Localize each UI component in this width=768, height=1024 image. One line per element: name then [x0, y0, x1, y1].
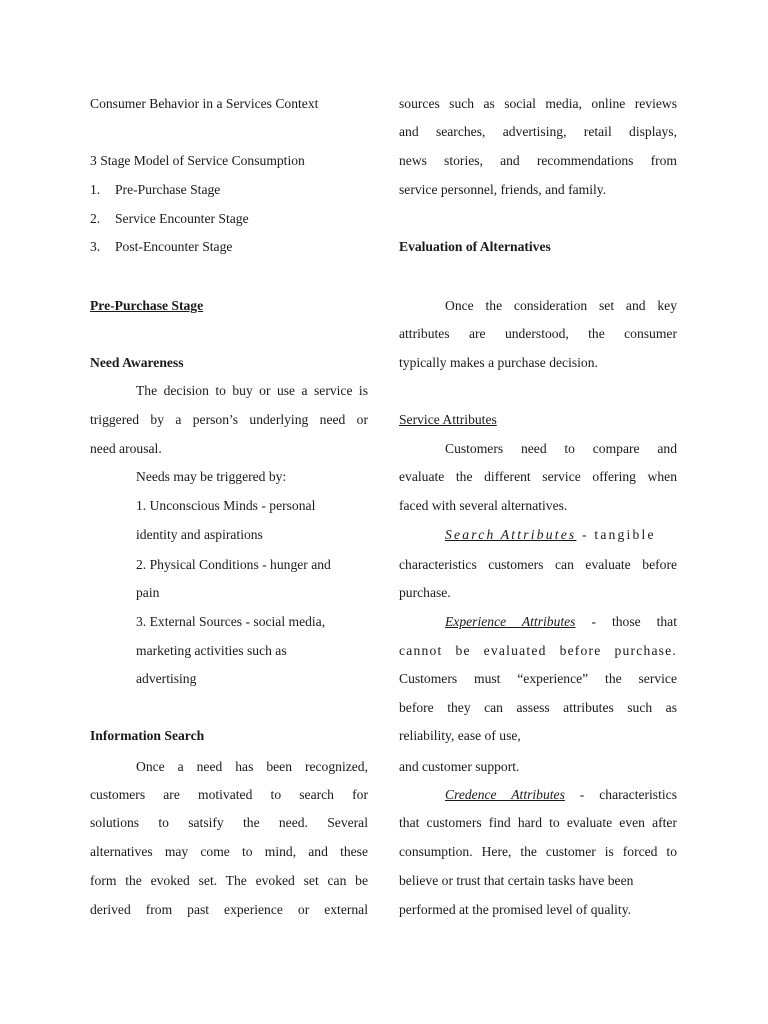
paragraph-line: and searches, advertising, retail displays,: [399, 124, 677, 139]
information-search-heading: Information Search: [90, 728, 205, 743]
list-label: Pre-Purchase Stage: [115, 182, 221, 197]
paragraph-line: characteristics customers can evaluate before: [399, 557, 677, 572]
paragraph-line: consumption. Here, the customer is forced to: [399, 844, 677, 859]
paragraph-line: triggered by a person’s underlying need or: [90, 412, 368, 427]
list-number: 3.: [90, 239, 101, 254]
trigger-line: 2. Physical Conditions - hunger and: [136, 557, 331, 572]
paragraph-line: need arousal.: [90, 441, 162, 456]
paragraph-line: and customer support.: [399, 759, 520, 774]
paragraph-line: purchase.: [399, 585, 451, 600]
stage-list-item: [90, 237, 368, 257]
search-attributes-term: Search Attributes: [445, 527, 577, 542]
paragraph-line: solutions to satsify the need. Several: [90, 815, 368, 830]
credence-attributes-term: Credence Attributes: [445, 787, 565, 802]
trigger-line: identity and aspirations: [136, 527, 263, 542]
paragraph-line: evaluate the different service offering when: [399, 469, 677, 484]
paragraph-line: cannot be evaluated before purchase.: [399, 643, 677, 658]
paragraph-line: faced with several alternatives.: [399, 498, 568, 513]
paragraph-line: typically makes a purchase decision.: [399, 355, 598, 370]
search-attributes-rest: - tangible: [576, 527, 656, 542]
paragraph-line: Customers must “experience” the service: [399, 671, 677, 686]
paragraph-line: sources such as social media, online reviews: [399, 96, 677, 111]
model-title: 3 Stage Model of Service Consumption: [90, 153, 305, 168]
list-label: Post-Encounter Stage: [115, 239, 233, 254]
experience-attributes-term: Experience Attributes: [445, 614, 576, 629]
search-attributes-line: [445, 525, 677, 545]
list-number: 1.: [90, 182, 101, 197]
document-title: Consumer Behavior in a Services Context: [90, 96, 319, 111]
paragraph-line: Once the consideration set and key: [445, 298, 677, 313]
credence-attributes-line: [445, 785, 677, 805]
section-heading: Pre-Purchase Stage: [90, 298, 204, 313]
list-number: 2.: [90, 211, 101, 226]
paragraph-line: customers are motivated to search for: [90, 787, 368, 802]
paragraph-line: that customers find hard to evaluate even after: [399, 815, 677, 830]
stage-list-item: [90, 180, 368, 200]
triggers-intro: Needs may be triggered by:: [136, 469, 287, 484]
credence-attributes-rest: - characteristics: [564, 787, 677, 802]
experience-attributes-rest: - those that: [575, 614, 677, 629]
trigger-line: pain: [136, 585, 160, 600]
paragraph-line: reliability, ease of use,: [399, 728, 521, 743]
list-label: Service Encounter Stage: [115, 211, 249, 226]
paragraph-line: believe or trust that certain tasks have been: [399, 873, 634, 888]
evaluation-heading: Evaluation of Alternatives: [399, 239, 551, 254]
trigger-line: marketing activities such as: [136, 643, 287, 658]
paragraph-line: service personnel, friends, and family.: [399, 182, 607, 197]
paragraph-line: before they can assess attributes such as: [399, 700, 677, 715]
paragraph-line: Customers need to compare and: [445, 441, 677, 456]
trigger-line: 3. External Sources - social media,: [136, 614, 326, 629]
trigger-line: advertising: [136, 671, 197, 686]
paragraph-line: attributes are understood, the consumer: [399, 326, 677, 341]
experience-attributes-line: [445, 612, 677, 632]
paragraph-line: form the evoked set. The evoked set can be: [90, 873, 368, 888]
service-attributes-heading: Service Attributes: [399, 412, 497, 427]
paragraph-line: news stories, and recommendations from: [399, 153, 677, 168]
paragraph-line: alternatives may come to mind, and these: [90, 844, 368, 859]
paragraph-line: performed at the promised level of quality.: [399, 902, 632, 917]
stage-list-item: [90, 209, 368, 229]
paragraph-line: The decision to buy or use a service is: [136, 383, 368, 398]
need-awareness-heading: Need Awareness: [90, 355, 184, 370]
paragraph-line: Once a need has been recognized,: [136, 759, 368, 774]
paragraph-line: derived from past experience or external: [90, 902, 368, 917]
trigger-line: 1. Unconscious Minds - personal: [136, 498, 316, 513]
